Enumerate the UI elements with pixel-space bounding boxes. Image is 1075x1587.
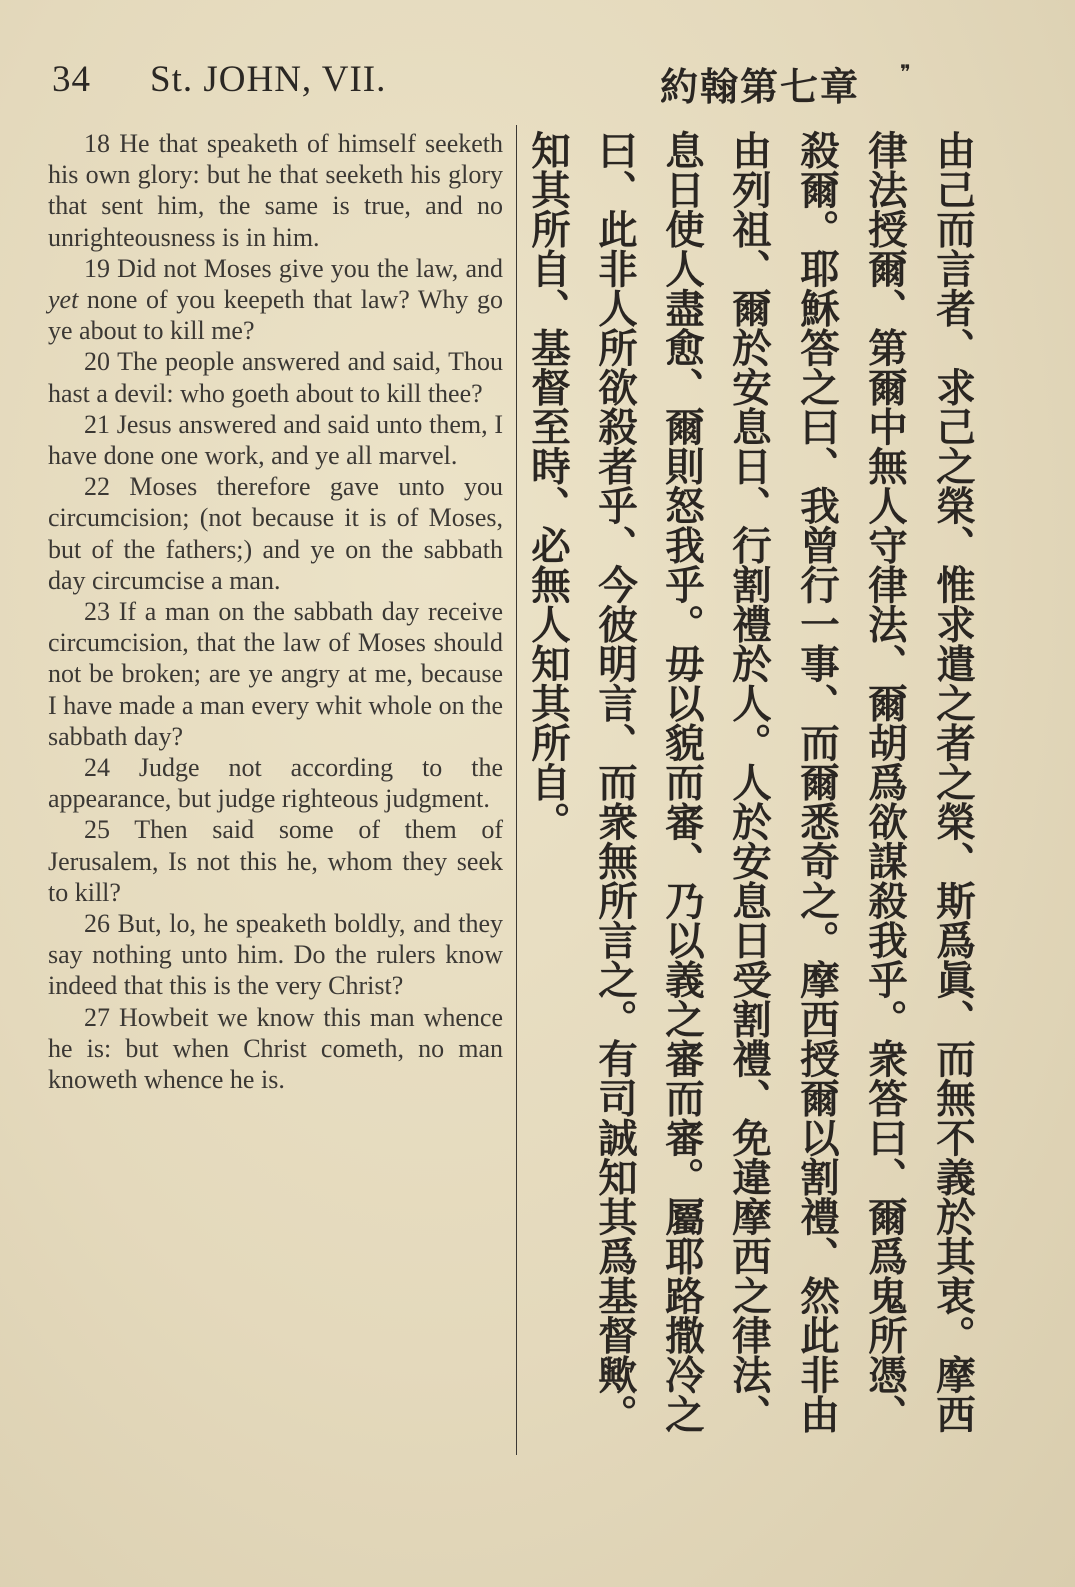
verse-22: 22 Moses therefore gave unto you circumcision; (not because it is of Moses, but of the fathers;) and ye on the sabbath day circumcise a man.	[48, 472, 503, 595]
verse-21: 21 Jesus answered and said unto them, I have done one work, and ye all marvel.	[48, 409, 503, 471]
chinese-column-6: 曰、此非人所欲殺者乎、今彼明言、而衆無所言之。有司誠知其爲基督歟。	[592, 130, 638, 1434]
chinese-column-1: 由己而言者、求己之榮、惟求遣之者之榮、斯爲眞、而無不義於其衷。摩西	[930, 130, 976, 1434]
running-title: St. JOHN, VII.	[150, 59, 387, 100]
verse-26: 26 But, lo, he speaketh boldly, and they say nothing unto him. Do the rulers know indeed that this is the very Christ?	[48, 909, 503, 1001]
chinese-column-7: 知其所自、基督至時、必無人知其所自。	[525, 130, 571, 841]
english-text-column	[48, 128, 503, 1095]
page-number: 34	[52, 59, 91, 100]
verse-18: 18 He that speaketh of himself seeketh his own glory: but he that seeketh his glory that sent him, the same is true, and no unrighteousness is in him.	[48, 129, 503, 252]
chinese-column-3: 殺爾。耶穌答之曰、我曾行一事、而爾悉奇之。摩西授爾以割禮、然此非由	[794, 130, 840, 1434]
chinese-column-2: 律法授爾、第爾中無人守律法、爾胡爲欲謀殺我乎。衆答曰、爾爲鬼所憑、	[862, 130, 908, 1434]
chinese-column-5: 息日使人盡愈、爾則怒我乎。毋以貌而審、乃以義之審而審。屬耶路撒冷之	[659, 130, 705, 1434]
verse-25: 25 Then said some of them of Jerusalem, Is not this he, whom they seek to kill?	[48, 815, 503, 907]
italic-word: yet	[48, 285, 79, 315]
ornament-mark: ❞	[900, 60, 911, 84]
verse-20: 20 The people answered and said, Thou hast a devil: who goeth about to kill thee?	[48, 347, 503, 408]
verse-24: 24 Judge not according to the appearance, but judge righteous judgment.	[48, 753, 503, 814]
verse-19: 19 Did not Moses give you the law, and yet none of you keepeth that law? Why go ye about to kill me?	[48, 253, 503, 346]
chinese-column-4: 由列祖、爾於安息日、行割禮於人。人於安息日受割禮、免違摩西之律法、	[726, 130, 772, 1434]
verse-27: 27 Howbeit we know this man whence he is: but when Christ cometh, no man knoweth whence he is.	[48, 1002, 503, 1095]
column-divider	[516, 125, 517, 1455]
verse-23: 23 If a man on the sabbath day receive circumcision, that the law of Moses should not be broken; are ye angry at me, because I have made a man every whit whole on the sabbath day?	[48, 597, 503, 751]
chinese-running-title: 約翰第七章	[660, 65, 861, 109]
